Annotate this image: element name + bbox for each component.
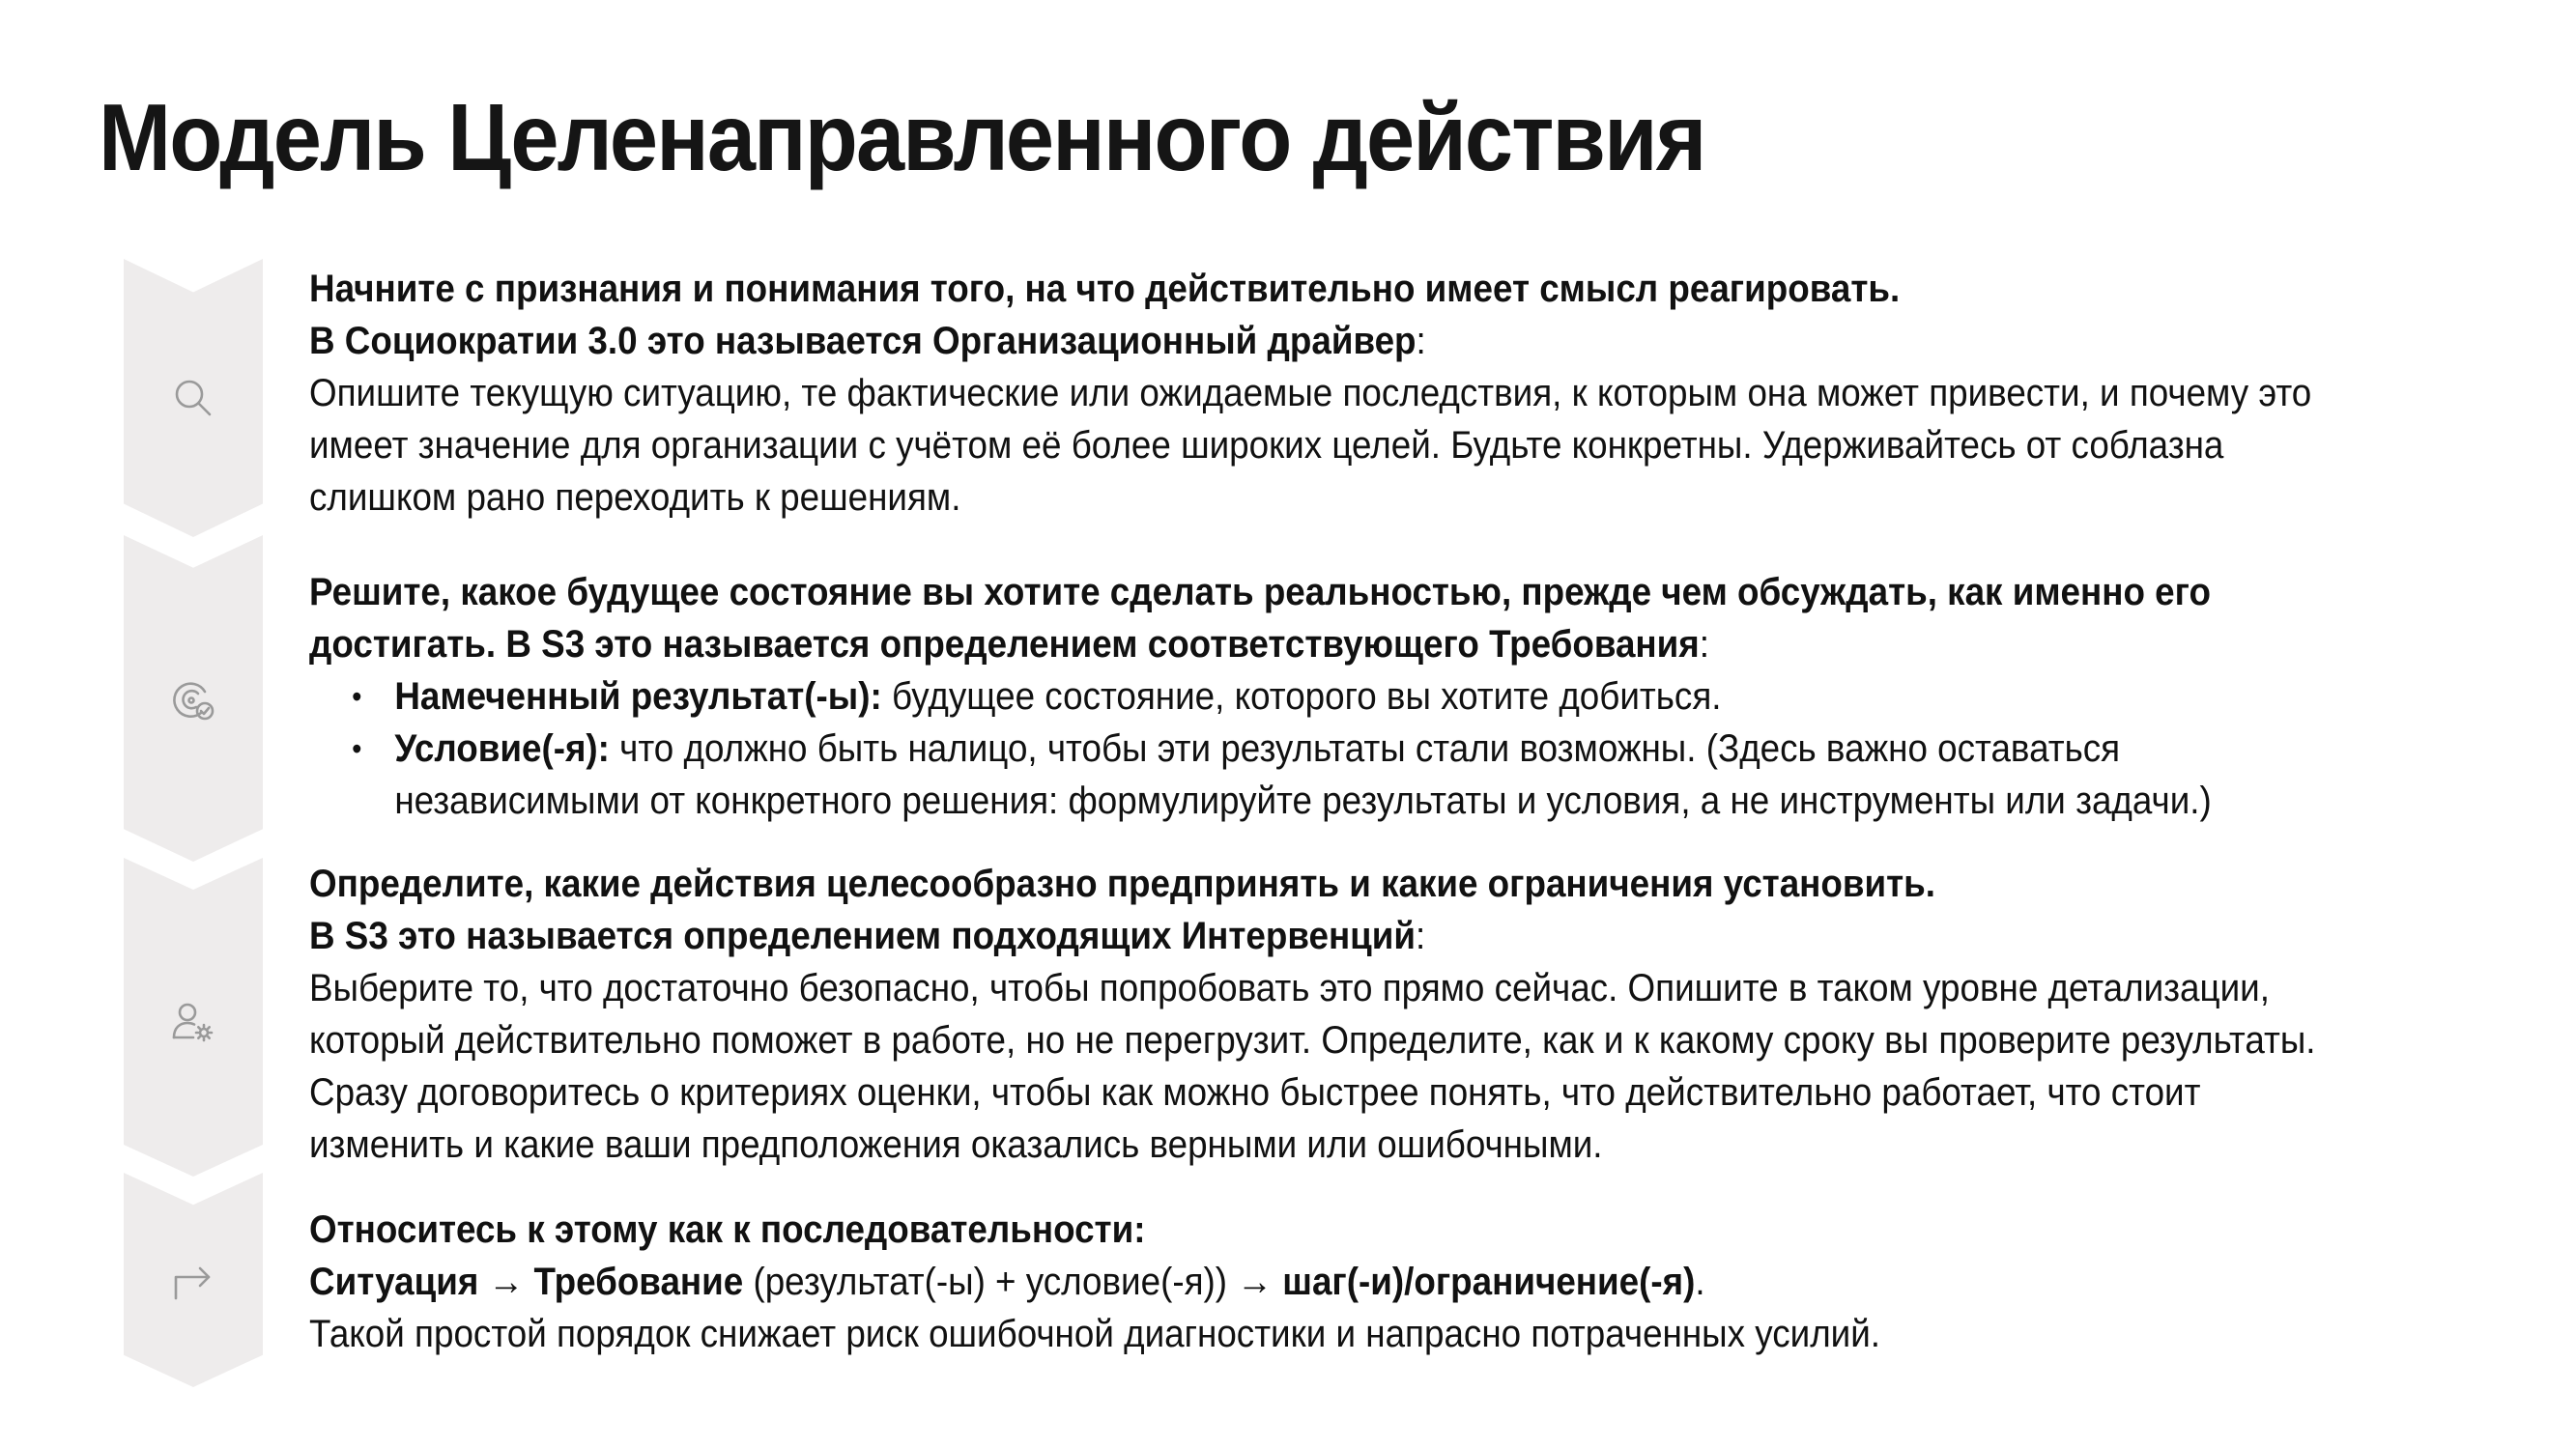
bullet-label: Намеченный результат(-ы): [394,675,882,718]
step-3-subheading-bold: В S3 это называется определением подходящих Интервенций [309,915,1417,957]
step-1-body: Опишите текущую ситуацию, те фактические или ожидаемые последствия, к которым она может привести, и почему это имеет значение для организации с учётом её более широких целей. Будьте конкретны. Удерживайтесь от соблазна слишком рано переходить к решениям. [309,372,2312,519]
step-2-heading-bold: Решите, какое будущее состояние вы хотите сделать реальностью, прежде чем обсуждать, как именно его достигать. В S3 это называется определением соответствующего Требования [309,571,2211,666]
page-title: Модель Целенаправленного действия [99,84,1705,190]
step-2-text [309,566,2336,827]
forward-arrow-icon [166,1254,220,1308]
step-3-subheading [309,910,2336,962]
step-3-body: Выберите то, что достаточно безопасно, чтобы попробовать это прямо сейчас. Опишите в таком уровне детализации, который действительно поможет в работе, но не перегрузит. Определите, как и к какому сроку вы проверите результаты. Сразу договоритесь о критериях оценки, чтобы как можно быстрее понять, что действительно работает, что стоит изменить и какие ваши предположения оказались верными или ошибочными. [309,967,2316,1166]
sequence-end: . [1695,1261,1705,1303]
step-2-heading [309,566,2336,670]
step-3-subheading-tail: : [1416,915,1426,957]
step-1-heading: Начните с признания и понимания того, на что действительно имеет смысл реагировать. [309,268,1901,310]
step-4-body: Такой простой порядок снижает риск ошибочной диагностики и напрасно потраченных усилий. [309,1313,1881,1355]
step-1-text [309,263,2336,524]
step-1-subheading-bold: В Социократии 3.0 это называется Организационный драйвер [309,320,1417,362]
step-4-heading: Относитесь к этому как к последовательности: [309,1208,1146,1251]
bullet-text: будущее состояние, которого вы хотите добиться. [881,675,1722,718]
step-4-text [309,1204,2336,1360]
sequence-steps: шаг(-и)/ограничение(-я) [1282,1261,1696,1303]
step-1-subheading [309,315,2336,367]
search-icon [166,371,220,425]
user-gear-icon [166,995,220,1049]
sequence-requirement: Требование [533,1261,744,1303]
list-item [394,723,2335,827]
target-check-icon [166,672,220,726]
step-3-text [309,858,2336,1171]
bullet-text: что должно быть налицо, чтобы эти результаты стали возможны. (Здесь важно оставаться независимыми от конкретного решения: формулируйте результаты и условия, а не инструменты или задачи.) [394,727,2212,822]
sequence-middle: (результат(-ы) + условие(-я)) → [743,1261,1283,1303]
sequence-arrow: → [478,1261,534,1303]
step-3-heading: Определите, какие действия целесообразно предпринять и какие ограничения установить. [309,863,1935,905]
list-item [394,670,2335,723]
bullet-label: Условие(-я): [394,727,610,770]
step-1-subheading-tail: : [1416,320,1426,362]
sequence-situation: Ситуация [309,1261,479,1303]
step-2-heading-tail: : [1699,623,1709,666]
step-2-bullet-list [309,670,2336,827]
step-4-sequence [309,1256,2336,1308]
